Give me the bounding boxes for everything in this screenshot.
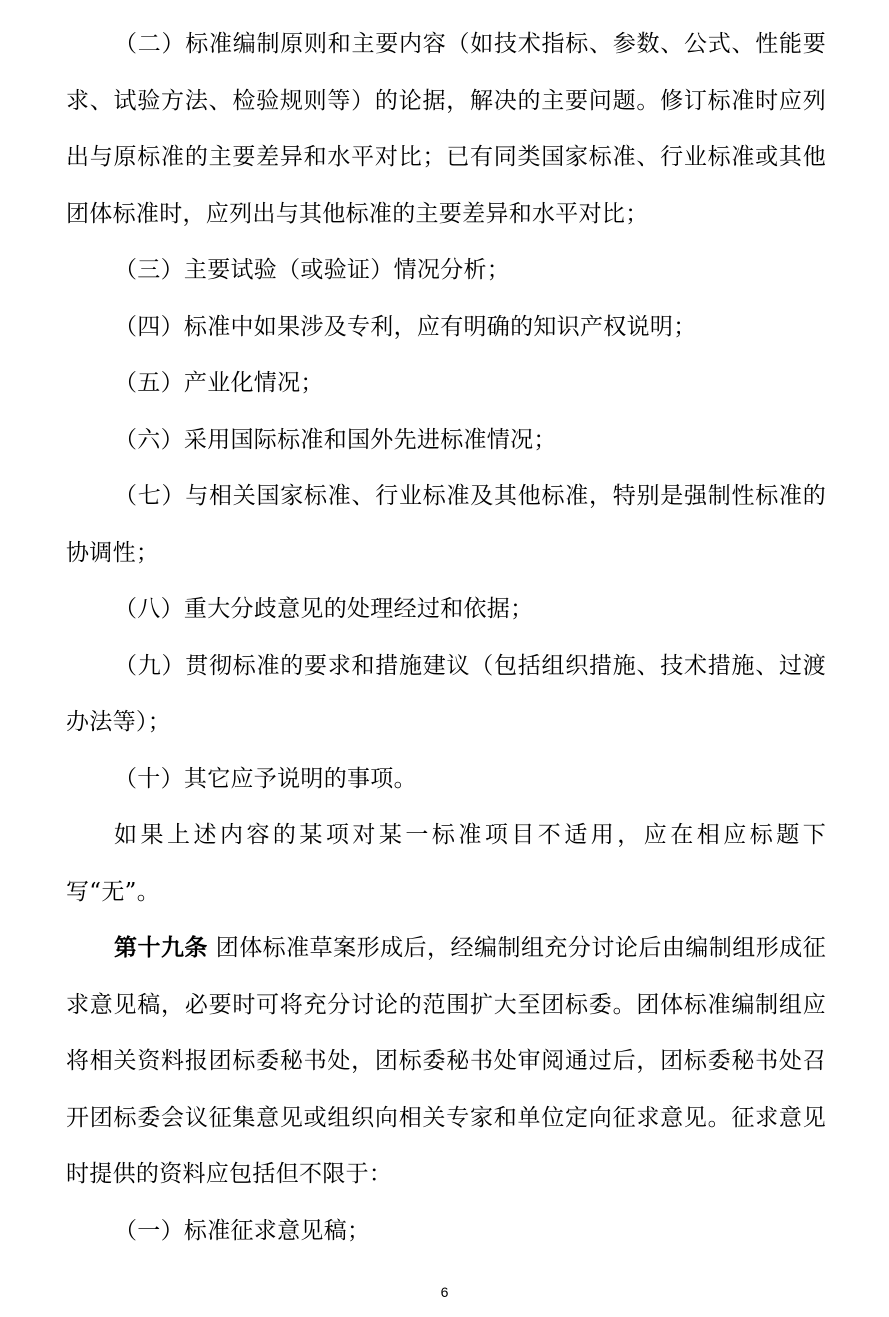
article-19-body: 团体标准草案形成后，经编制组充分讨论后由编制组形成征求意见稿，必要时可将充分讨论的范围扩大至团标委。团体标准编制组应将相关资料报团标委秘书处，团标委秘书处审阅通过后，团标委秘书处召开团标委会议征集意见或组织向相关专家和单位定向征求意见。征求意见时提供的资料应包括但不限于： (66, 935, 826, 1187)
paragraph-item-3: （三）主要试验（或验证）情况分析； (114, 257, 511, 283)
paragraph-item-1-draft: （一）标准征求意见稿； (114, 1217, 371, 1244)
document-page (66, 16, 826, 1276)
article-19-paragraph (66, 920, 826, 1203)
paragraph-item-6: （六）采用国际标准和国外先进标准情况； (114, 426, 557, 453)
paragraph-item-2: （二）标准编制原则和主要内容（如技术指标、参数、公式、性能要求、试验方法、检验规则等）的论据，解决的主要问题。修订标准时应列出与原标准的主要差异和水平对比；已有同类国家标准、行业标准或其他团体标准时，应列出与其他标准的主要差异和水平对比； (66, 31, 826, 227)
paragraph-item-4: （四）标准中如果涉及专利，应有明确的知识产权说明； (114, 313, 697, 340)
paragraph-item-10: （十）其它应予说明的事项。 (114, 765, 417, 792)
paragraph-item-5: （五）产业化情况； (114, 370, 324, 396)
paragraph-item-9: （九）贯彻标准的要求和措施建议（包括组织措施、技术措施、过渡办法等）； (66, 652, 826, 735)
paragraph-item-7: （七）与相关国家标准、行业标准及其他标准，特别是强制性标准的协调性； (66, 483, 826, 566)
paragraph-item-8: （八）重大分歧意见的处理经过和依据； (114, 596, 534, 622)
article-19-heading: 第十九条 (114, 934, 208, 961)
paragraph-not-applicable-note: 如果上述内容的某项对某一标准项目不适用，应在相应标题下写“无”。 (66, 822, 826, 905)
page-number: 6 (440, 1284, 449, 1300)
